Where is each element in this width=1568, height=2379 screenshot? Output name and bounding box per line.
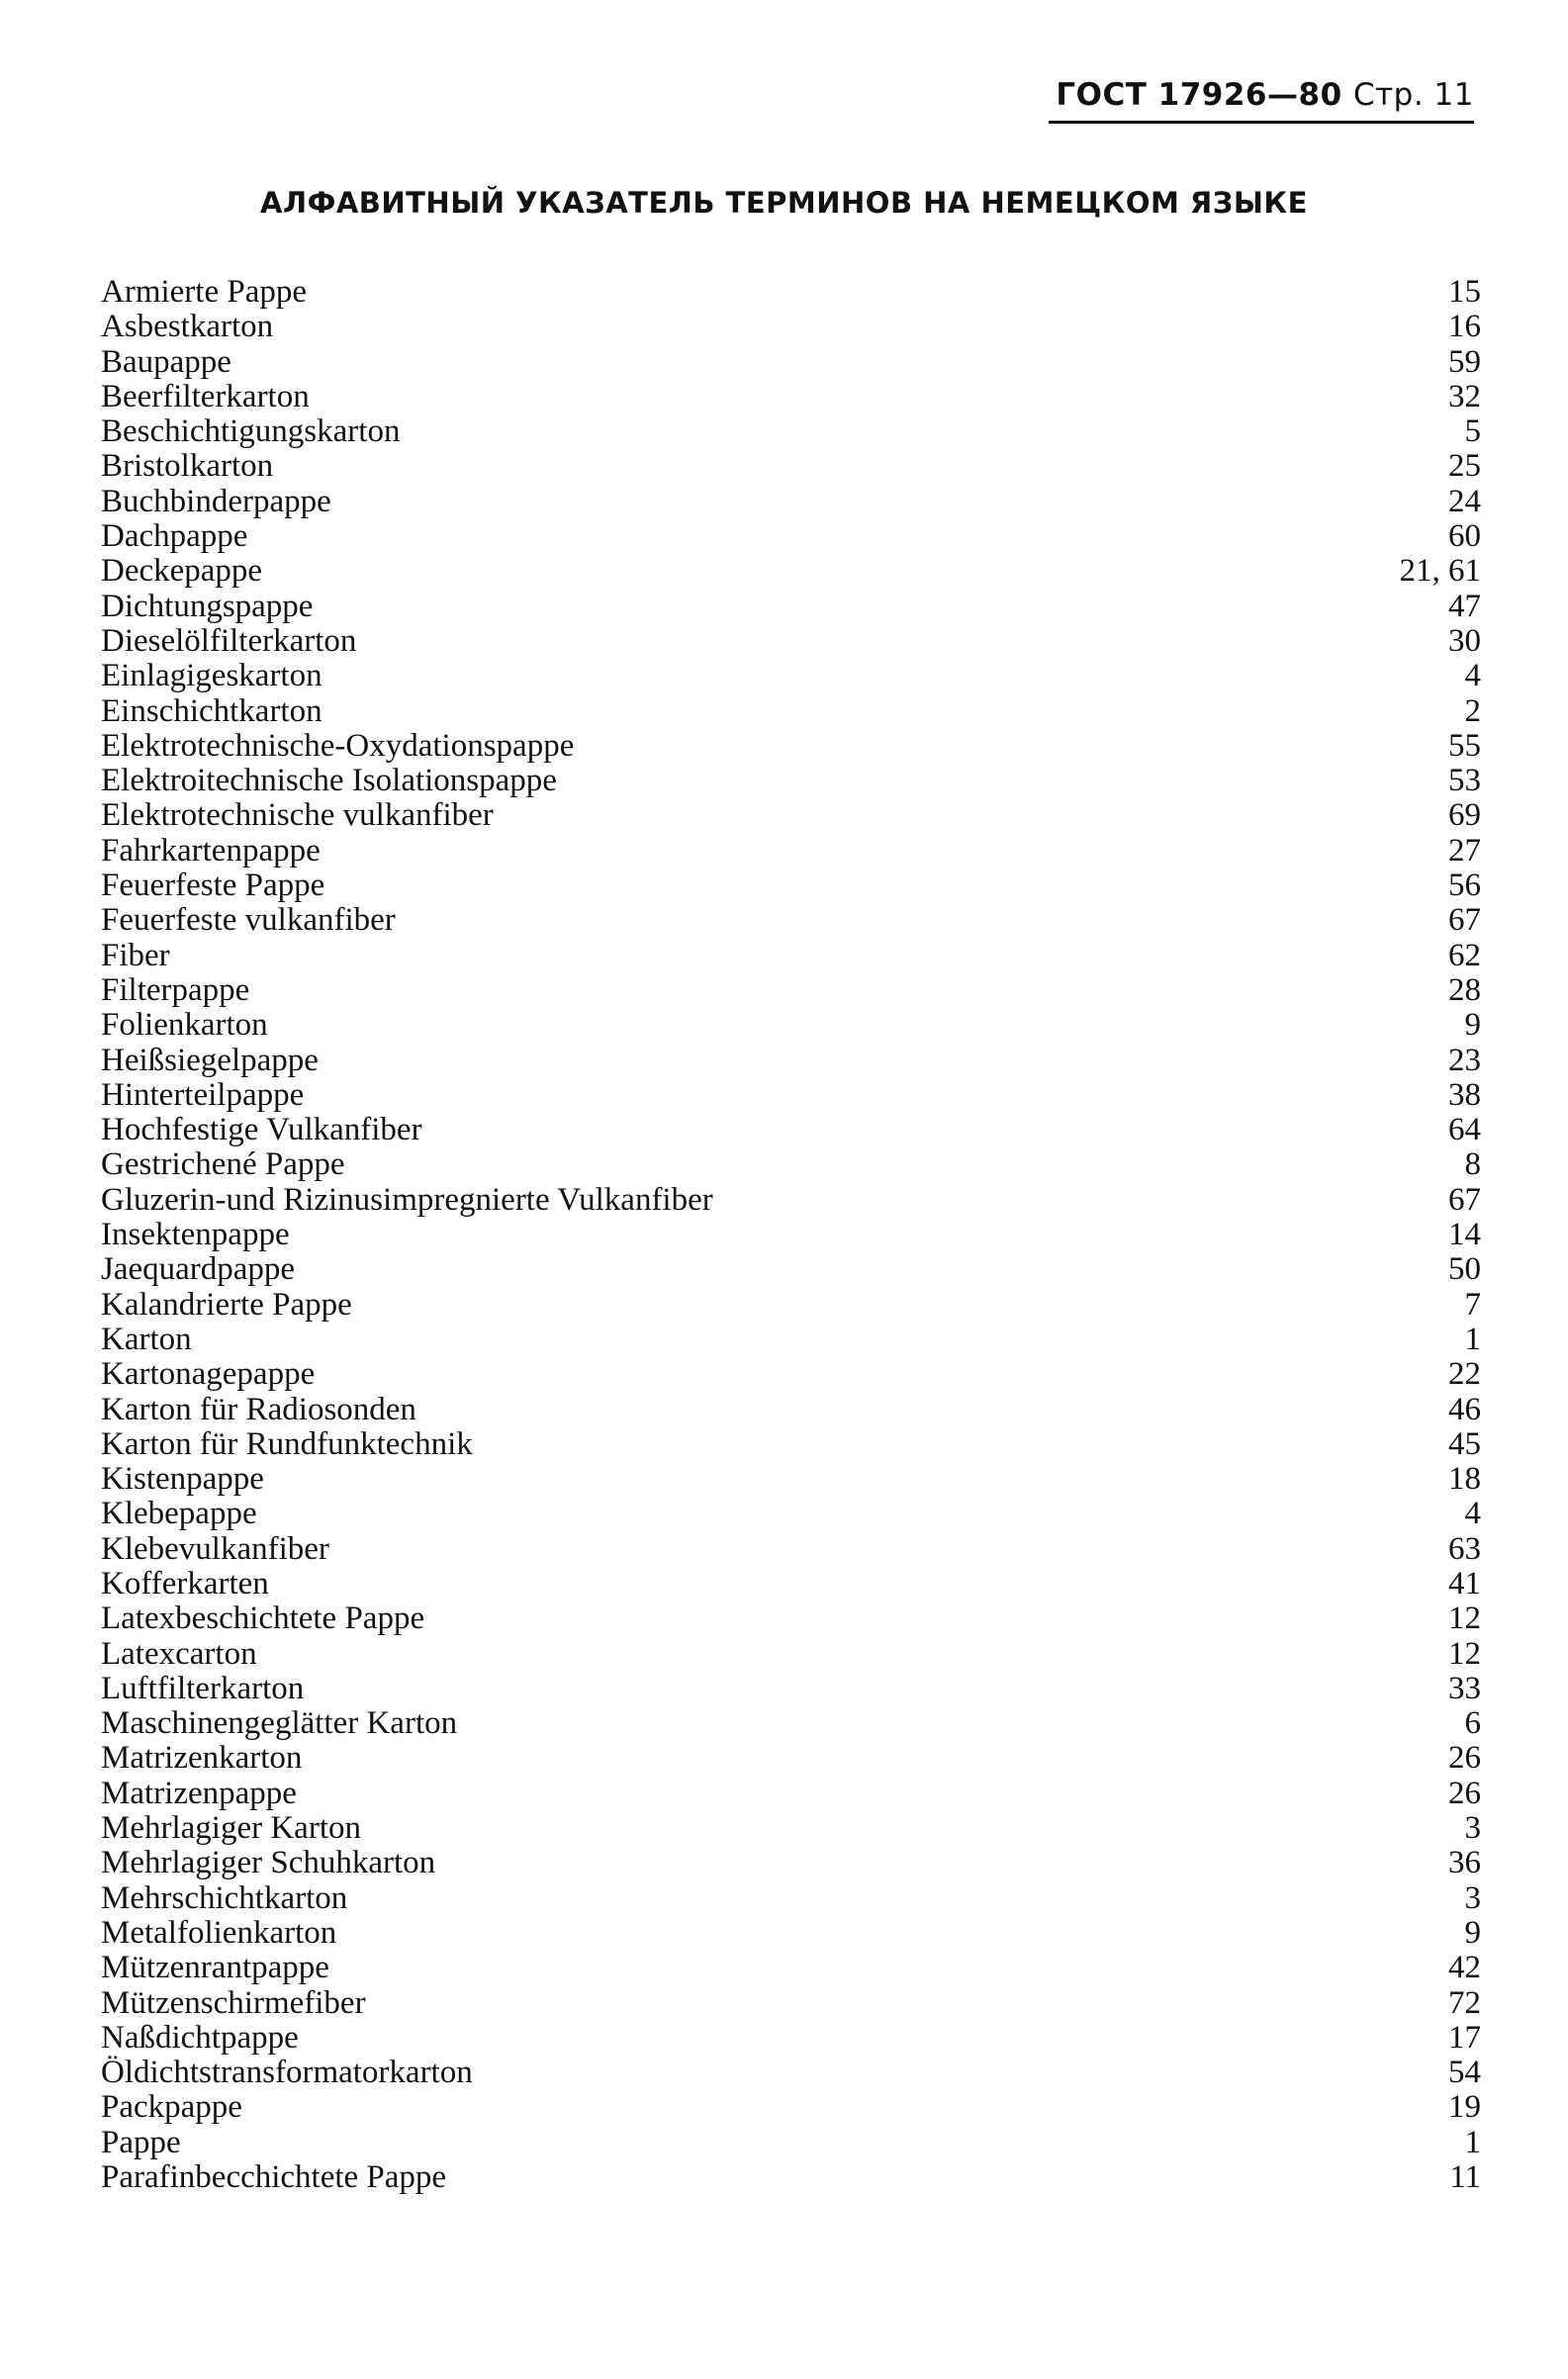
index-reference-number: 38 [1448, 1076, 1481, 1113]
index-reference-number: 14 [1448, 1217, 1481, 1253]
index-reference-number: 4 [1464, 658, 1481, 694]
index-term: Fahrkartenpappe [101, 832, 321, 869]
index-entry [101, 1357, 1481, 1392]
index-entry [101, 310, 1481, 344]
index-entry [101, 1323, 1481, 1357]
index-term: Naßdichtpappe [101, 2019, 299, 2056]
index-term: Beschichtigungskarton [101, 413, 401, 450]
index-term: Mützenschirmefiber [101, 1984, 366, 2021]
index-term: Pappe [101, 2124, 181, 2160]
index-entry [101, 519, 1481, 554]
index-reference-number: 33 [1448, 1670, 1481, 1706]
index-term: Dichtungspappe [101, 588, 314, 624]
index-entry [101, 1951, 1481, 1985]
index-term: Mehrschichtkarton [101, 1879, 348, 1916]
index-entry [101, 1881, 1481, 1916]
index-entry [101, 380, 1481, 414]
index-reference-number: 64 [1448, 1112, 1481, 1148]
index-reference-number: 12 [1448, 1635, 1481, 1672]
index-term: Gestrichené Pappe [101, 1146, 345, 1183]
index-term: Kistenpappe [101, 1461, 264, 1498]
index-entry [101, 1288, 1481, 1323]
index-reference-number: 8 [1464, 1146, 1481, 1183]
index-reference-number: 42 [1448, 1950, 1481, 1986]
index-entry [101, 2021, 1481, 2056]
index-entry [101, 1777, 1481, 1811]
index-term: Asbestkarton [101, 309, 274, 345]
index-term: Heißsiegelpappe [101, 1042, 319, 1078]
index-term: Öldichtstransformatorkarton [101, 2055, 473, 2091]
page-number: Стр. 11 [1352, 77, 1474, 113]
index-entry [101, 345, 1481, 380]
index-reference-number: 60 [1448, 518, 1481, 555]
index-term: Fiber [101, 937, 170, 973]
index-entry [101, 624, 1481, 659]
index-term: Filterpappe [101, 971, 250, 1008]
index-entry [101, 973, 1481, 1008]
index-reference-number: 18 [1448, 1461, 1481, 1498]
index-reference-number: 59 [1448, 343, 1481, 380]
index-reference-number: 62 [1448, 937, 1481, 973]
index-entry [101, 1846, 1481, 1880]
index-entry [101, 1706, 1481, 1741]
index-term: Elektroitechnische Isolationspappe [101, 763, 557, 799]
page-title: АЛФАВИТНЫЙ УКАЗАТЕЛЬ ТЕРМИНОВ НА НЕМЕЦКОМ ЯЗЫКЕ [260, 186, 1308, 220]
index-entry [101, 798, 1481, 833]
index-reference-number: 63 [1448, 1530, 1481, 1567]
index-reference-number: 69 [1448, 797, 1481, 834]
index-term: Parafinbecchichtete Pappe [101, 2159, 447, 2196]
index-reference-number: 26 [1448, 1775, 1481, 1811]
index-entry [101, 1427, 1481, 1462]
index-reference-number: 25 [1448, 448, 1481, 485]
index-entry [101, 1672, 1481, 1706]
index-entry [101, 903, 1481, 938]
index-entry [101, 2056, 1481, 2090]
index-term: Armierte Pappe [101, 274, 308, 310]
index-reference-number: 15 [1448, 274, 1481, 310]
index-reference-number: 16 [1448, 309, 1481, 345]
index-reference-number: 11 [1449, 2159, 1481, 2196]
index-reference-number: 7 [1464, 1286, 1481, 1323]
index-entry [101, 2160, 1481, 2195]
index-reference-number: 67 [1448, 902, 1481, 939]
page-header [1049, 77, 1474, 124]
index-term: Packpappe [101, 2089, 242, 2126]
index-entry [101, 869, 1481, 903]
index-term: Latexbeschichtete Pappe [101, 1601, 425, 1637]
index-entry [101, 1008, 1481, 1043]
index-entry [101, 834, 1481, 869]
index-term: Matrizenpappe [101, 1775, 297, 1811]
index-reference-number: 3 [1464, 1810, 1481, 1847]
index-reference-number: 6 [1464, 1705, 1481, 1742]
index-reference-number: 26 [1448, 1740, 1481, 1777]
index-term: Elektrotechnische vulkanfiber [101, 797, 494, 834]
index-entry [101, 485, 1481, 519]
index-reference-number: 23 [1448, 1042, 1481, 1078]
index-reference-number: 28 [1448, 971, 1481, 1008]
index-term: Beerfilterkarton [101, 378, 310, 414]
index-reference-number: 67 [1448, 1181, 1481, 1218]
index-entry [101, 1044, 1481, 1078]
index-entry [101, 939, 1481, 973]
index-reference-number: 1 [1464, 2124, 1481, 2160]
index-term: Baupappe [101, 343, 231, 380]
index-term: Feuerfeste vulkanfiber [101, 902, 396, 939]
index-entry [101, 729, 1481, 764]
index-term: Dachpappe [101, 518, 248, 555]
index-entry [101, 2126, 1481, 2160]
index-entry [101, 659, 1481, 693]
index-reference-number: 22 [1448, 1356, 1481, 1393]
index-term: Latexcarton [101, 1635, 257, 1672]
index-reference-number: 30 [1448, 622, 1481, 659]
index-reference-number: 41 [1448, 1565, 1481, 1601]
index-entry [101, 1811, 1481, 1846]
index-entry [101, 1252, 1481, 1287]
index-reference-number: 36 [1448, 1845, 1481, 1881]
index-term: Mehrlagiger Schuhkarton [101, 1845, 436, 1881]
index-entry [101, 1462, 1481, 1497]
index-term: Kofferkarten [101, 1565, 269, 1601]
index-reference-number: 72 [1448, 1984, 1481, 2021]
index-term: Gluzerin-und Rizinusimpregnierte Vulkanfiber [101, 1181, 713, 1218]
index-term: Einschichtkarton [101, 692, 323, 729]
index-term: Jaequardpappe [101, 1251, 296, 1288]
index-reference-number: 9 [1464, 1914, 1481, 1951]
index-entry [101, 1741, 1481, 1776]
index-reference-number: 47 [1448, 588, 1481, 624]
index-term: Hinterteilpappe [101, 1076, 305, 1113]
index-entry [101, 1637, 1481, 1672]
index-term: Folienkarton [101, 1007, 268, 1044]
index-term: Mützenrantpappe [101, 1950, 329, 1986]
index-entry [101, 2090, 1481, 2125]
index-reference-number: 5 [1464, 413, 1481, 450]
index-reference-number: 9 [1464, 1007, 1481, 1044]
index-term: Mehrlagiger Karton [101, 1810, 361, 1847]
index-term: Matrizenkarton [101, 1740, 303, 1777]
index-entry [101, 694, 1481, 729]
index-reference-number: 17 [1448, 2019, 1481, 2056]
index-entry [101, 414, 1481, 449]
index-reference-number: 19 [1448, 2089, 1481, 2126]
index-term: Klebepappe [101, 1496, 257, 1532]
index-reference-number: 32 [1448, 378, 1481, 414]
index-reference-number: 50 [1448, 1251, 1481, 1288]
index-entry [101, 1986, 1481, 2021]
index-entry [101, 275, 1481, 310]
index-reference-number: 55 [1448, 727, 1481, 764]
index-term: Karton für Radiosonden [101, 1391, 416, 1427]
index-term: Karton [101, 1321, 192, 1357]
index-reference-number: 46 [1448, 1391, 1481, 1427]
index-entry [101, 764, 1481, 798]
index-entry [101, 449, 1481, 484]
index-entry [101, 1218, 1481, 1252]
index-term: Karton für Rundfunktechnik [101, 1425, 473, 1462]
index-reference-number: 21, 61 [1399, 553, 1481, 590]
index-term: Kalandrierte Pappe [101, 1286, 352, 1323]
index-reference-number: 56 [1448, 868, 1481, 904]
index-entry [101, 1183, 1481, 1218]
index-term: Insektenpappe [101, 1217, 290, 1253]
index-term: Elektrotechnische-Oxydationspappe [101, 727, 575, 764]
index-term: Buchbinderpappe [101, 483, 331, 519]
index-reference-number: 3 [1464, 1879, 1481, 1916]
index-entry [101, 1916, 1481, 1951]
index-entry [101, 1393, 1481, 1427]
index-reference-number: 45 [1448, 1425, 1481, 1462]
index-entry [101, 1532, 1481, 1567]
index-term: Hochfestige Vulkanfiber [101, 1112, 422, 1148]
index-reference-number: 24 [1448, 483, 1481, 519]
index-reference-number: 12 [1448, 1601, 1481, 1637]
index-entry [101, 1567, 1481, 1601]
term-index-list [101, 275, 1481, 2195]
index-term: Luftfilterkarton [101, 1670, 305, 1706]
index-term: Klebevulkanfiber [101, 1530, 329, 1567]
index-reference-number: 4 [1464, 1496, 1481, 1532]
index-term: Einlagigeskarton [101, 658, 323, 694]
index-reference-number: 54 [1448, 2055, 1481, 2091]
index-reference-number: 27 [1448, 832, 1481, 869]
index-entry [101, 554, 1481, 589]
index-term: Deckepappe [101, 553, 263, 590]
index-term: Metalfolienkarton [101, 1914, 337, 1951]
index-reference-number: 2 [1464, 692, 1481, 729]
index-entry [101, 1113, 1481, 1147]
index-term: Dieselölfilterkarton [101, 622, 357, 659]
index-reference-number: 1 [1464, 1321, 1481, 1357]
document-code: ГОСТ 17926—80 [1056, 77, 1342, 113]
index-entry [101, 1601, 1481, 1636]
index-entry [101, 1147, 1481, 1182]
index-entry [101, 1078, 1481, 1113]
index-term: Maschinengeglätter Karton [101, 1705, 458, 1742]
index-entry [101, 1497, 1481, 1531]
index-term: Feuerfeste Pappe [101, 868, 325, 904]
index-term: Bristolkarton [101, 448, 274, 485]
index-entry [101, 590, 1481, 624]
index-term: Kartonagepappe [101, 1356, 316, 1393]
index-reference-number: 53 [1448, 763, 1481, 799]
